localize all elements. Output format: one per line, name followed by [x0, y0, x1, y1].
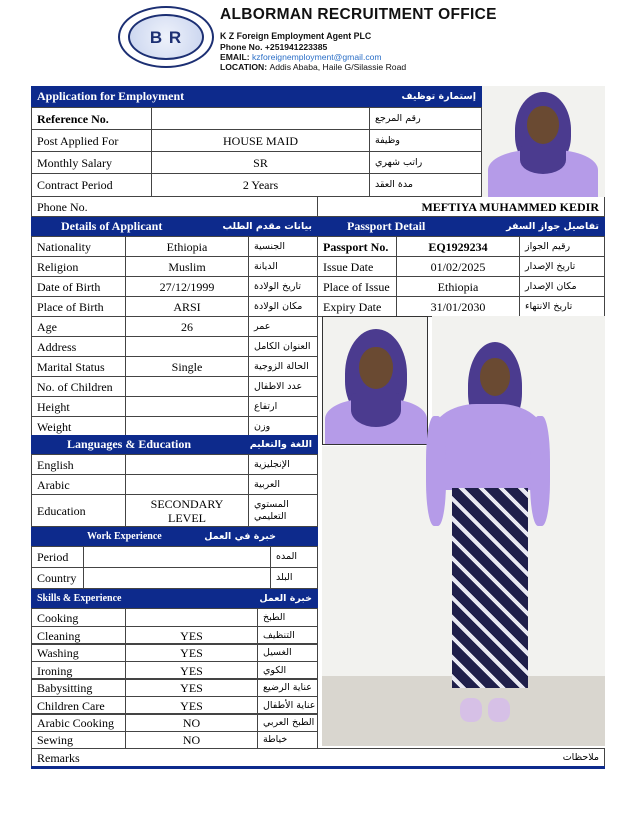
skills-row-0-label: Cooking	[31, 608, 126, 627]
logo-text: B R	[149, 28, 183, 47]
country-value	[83, 567, 271, 589]
arabic-ar: العربية	[248, 474, 318, 495]
reference-ar: رقم المرجع	[369, 107, 482, 130]
skills-row-3-value: YES	[125, 661, 258, 680]
salary-label: Monthly Salary	[31, 151, 152, 174]
post-ar: وظيفة	[369, 129, 482, 152]
english-ar: الإنجليزية	[248, 454, 318, 475]
work-title-bar: Work Experience خبرة في العمل	[31, 527, 318, 546]
country-ar: البلد	[270, 567, 318, 589]
details-row-9-label: Weight	[31, 416, 126, 437]
skills-row-5-ar: عناية الأطفال	[257, 696, 318, 715]
details-row-5-label: Address	[31, 336, 126, 357]
details-row-9-value	[125, 416, 249, 437]
applicant-fullbody-photo	[322, 316, 605, 746]
remarks-row	[31, 748, 605, 767]
details-row-3-label: Place of Birth	[31, 296, 126, 317]
phone-label: Phone No.	[31, 196, 318, 217]
skills-row-4-value: YES	[125, 678, 258, 697]
skills-row-1-label: Cleaning	[31, 626, 126, 645]
details-row-7-ar: عدد الاطفال	[248, 376, 318, 397]
english-label: English	[31, 454, 126, 475]
details-row-4-label: Age	[31, 316, 126, 337]
passport-row-0-value: EQ1929234	[396, 236, 520, 257]
application-title-bar: Application for Employment إستمارة توظيف	[31, 86, 482, 107]
skills-row-4-label: Babysitting	[31, 678, 126, 697]
skills-row-1-value: YES	[125, 626, 258, 645]
education-value: SECONDARY LEVEL	[125, 494, 249, 527]
skills-row-7-value: NO	[125, 731, 258, 749]
reference-value	[151, 107, 370, 130]
skills-row-2-ar: الغسيل	[257, 643, 318, 662]
details-row-2-ar: تاريخ الولادة	[248, 276, 318, 297]
details-row-9-ar: وزن	[248, 416, 318, 437]
details-row-0-value: Ethiopia	[125, 236, 249, 257]
skills-row-4-ar: عناية الرضيع	[257, 678, 318, 697]
details-row-8-value	[125, 396, 249, 417]
passport-row-1-label: Issue Date	[317, 256, 397, 277]
details-row-7-label: No. of Children	[31, 376, 126, 397]
details-row-2-label: Date of Birth	[31, 276, 126, 297]
skills-row-0-ar: الطبخ	[257, 608, 318, 627]
period-label: Period	[31, 546, 84, 568]
passport-row-3-ar: تاريخ الانتهاء	[519, 296, 605, 317]
details-row-5-value	[125, 336, 249, 357]
salary-ar: راتب شهري	[369, 151, 482, 174]
passport-row-3-label: Expiry Date	[317, 296, 397, 317]
education-label: Education	[31, 494, 126, 527]
skills-row-3-ar: الكوي	[257, 661, 318, 680]
contract-label: Contract Period	[31, 173, 152, 197]
passport-row-2-value: Ethiopia	[396, 276, 520, 297]
details-row-0-ar: الجنسية	[248, 236, 318, 257]
details-row-7-value	[125, 376, 249, 397]
passport-row-3-value: 31/01/2030	[396, 296, 520, 317]
post-value: HOUSE MAID	[151, 129, 370, 152]
company-logo	[118, 6, 214, 68]
skills-row-3-label: Ironing	[31, 661, 126, 680]
skills-row-6-value: NO	[125, 713, 258, 732]
company-subtitle: K Z Foreign Employment Agent PLC	[220, 31, 372, 41]
details-row-3-value: ARSI	[125, 296, 249, 317]
passport-row-0-label: Passport No.	[317, 236, 397, 257]
salary-value: SR	[151, 151, 370, 174]
skills-row-7-label: Sewing	[31, 731, 126, 749]
skills-row-1-ar: التنظيف	[257, 626, 318, 645]
passport-title-bar: Passport Detail تفاصيل جواز السفر	[317, 217, 605, 236]
skills-row-6-label: Arabic Cooking	[31, 713, 126, 732]
details-row-8-ar: ارتفاع	[248, 396, 318, 417]
details-row-6-value: Single	[125, 356, 249, 377]
skills-title-bar: Skills & Experience خبرة العمل	[31, 589, 318, 608]
passport-row-1-ar: تاريخ الإصدار	[519, 256, 605, 277]
skills-row-2-value: YES	[125, 643, 258, 662]
details-row-5-ar: العنوان الكامل	[248, 336, 318, 357]
period-value	[83, 546, 271, 568]
details-row-2-value: 27/12/1999	[125, 276, 249, 297]
skills-row-0-value	[125, 608, 258, 627]
post-label: Post Applied For	[31, 129, 152, 152]
company-title: ALBORMAN RECRUITMENT OFFICE	[220, 6, 497, 23]
arabic-value	[125, 474, 249, 495]
arabic-label: Arabic	[31, 474, 126, 495]
contract-ar: مدة العقد	[369, 173, 482, 197]
details-row-0-label: Nationality	[31, 236, 126, 257]
details-row-4-value: 26	[125, 316, 249, 337]
education-ar: المستوي التعليمي	[248, 494, 318, 527]
applicant-name: MEFTIYA MUHAMMED KEDIR	[317, 196, 605, 217]
company-phone: Phone No. +251941223385	[220, 42, 328, 52]
skills-row-6-ar: الطبخ العربي	[257, 713, 318, 732]
remarks-ar: ملاحظات	[562, 751, 599, 763]
country-label: Country	[31, 567, 84, 589]
details-row-1-value: Muslim	[125, 256, 249, 277]
skills-row-5-label: Children Care	[31, 696, 126, 715]
globe-icon	[128, 14, 204, 60]
details-title-bar: Details of Applicant بيانات مقدم الطلب	[31, 217, 318, 236]
passport-row-2-label: Place of Issue	[317, 276, 397, 297]
details-row-4-ar: عمر	[248, 316, 318, 337]
languages-title-bar: Languages & Education اللغة والتعليم	[31, 435, 318, 454]
reference-label: Reference No.	[31, 107, 152, 130]
remarks-label: Remarks	[37, 750, 80, 765]
period-ar: المده	[270, 546, 318, 568]
passport-row-0-ar: رقيم الجواز	[519, 236, 605, 257]
skills-row-7-ar: خياطة	[257, 731, 318, 749]
details-row-6-label: Marital Status	[31, 356, 126, 377]
applicant-portrait-photo	[482, 86, 605, 197]
contract-value: 2 Years	[151, 173, 370, 197]
details-row-3-ar: مكان الولادة	[248, 296, 318, 317]
skills-row-2-label: Washing	[31, 643, 126, 662]
company-location: LOCATION: Addis Ababa, Haile G/Silassie Road	[220, 62, 407, 72]
details-row-6-ar: الحالة الزوجية	[248, 356, 318, 377]
details-row-1-ar: الديانة	[248, 256, 318, 277]
details-row-1-label: Religion	[31, 256, 126, 277]
skills-row-5-value: YES	[125, 696, 258, 715]
bottom-divider	[31, 766, 605, 769]
passport-row-2-ar: مكان الإصدار	[519, 276, 605, 297]
details-row-8-label: Height	[31, 396, 126, 417]
company-email: EMAIL: kzforeignemployment@gmail.com	[220, 52, 382, 62]
passport-row-1-value: 01/02/2025	[396, 256, 520, 277]
english-value	[125, 454, 249, 475]
